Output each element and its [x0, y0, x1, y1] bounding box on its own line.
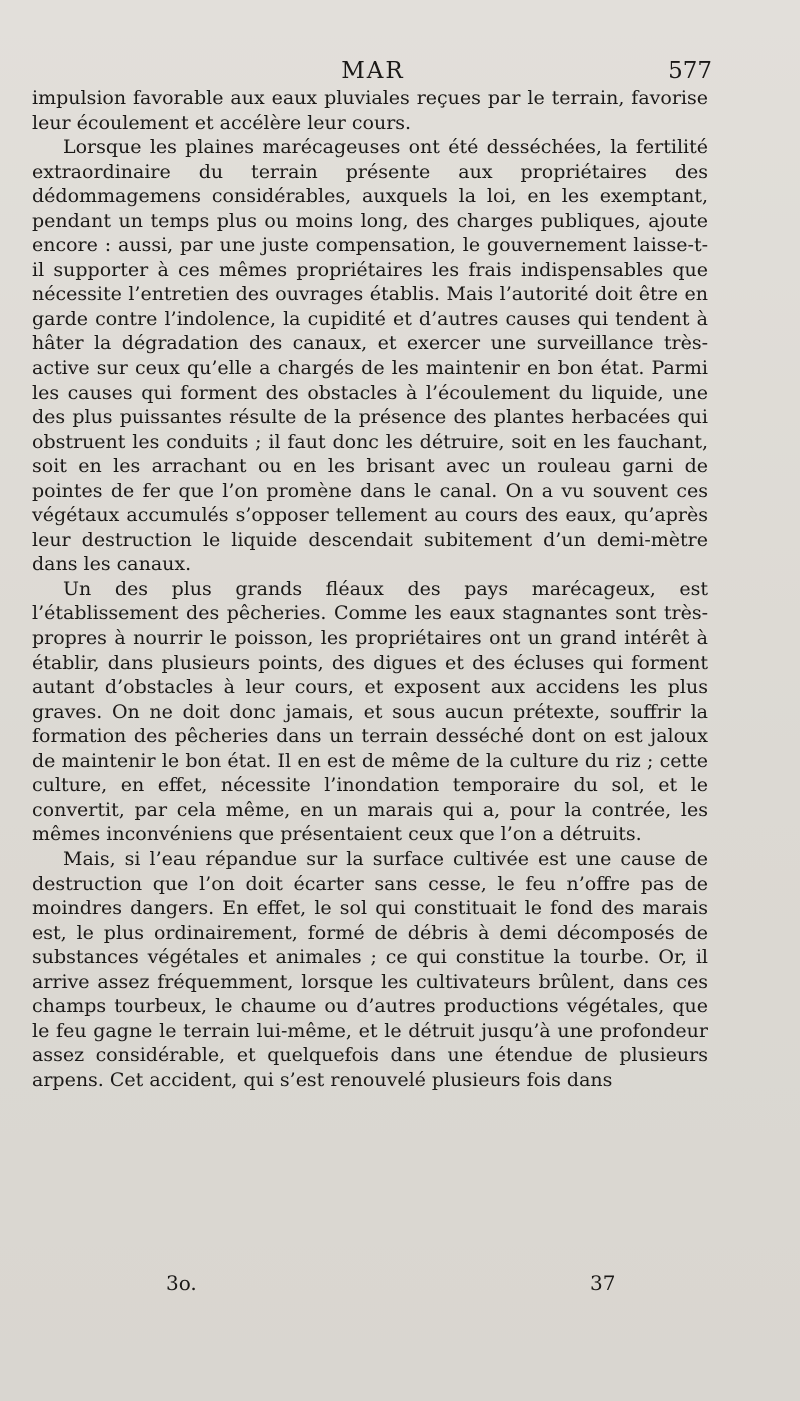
signature-mark: 3o. — [166, 1271, 197, 1295]
footer-number: 37 — [590, 1271, 616, 1295]
body-text — [32, 86, 708, 1092]
paragraph-continued: impulsion favorable aux eaux pluviales reçues par le terrain, favorise leur écoulement et accélère leur cours. — [32, 87, 708, 134]
running-head — [28, 54, 718, 88]
paragraph-drainage-maintenance: Lorsque les plaines marécageuses ont été desséchées, la fertilité extraordinaire du terrain présente aux propriétaires des dédommagemens considérables, auxquels la loi, en les exemptant, pendant un temps plus ou moins long, des charges publiques, ajoute encore : aussi, par une juste compensation, le gouvernement laisse-t-il supporter à ces mêmes propriétaires les frais indispensables que nécessite l’entretien des ouvrages établis. Mais l’autorité doit être en garde contre l’indolence, la cupidité et d’autres causes qui tendent à hâter la dégradation des canaux, et exercer une surveillance très-active sur ceux qu’elle a chargés de les maintenir en bon état. Parmi les causes qui forment des obstacles à l’écoulement du liquide, une des plus puissantes résulte de la présence des plantes herbacées qui obstruent les conduits ; il faut donc les détruire, soit en les fauchant, soit en les arrachant ou en les brisant avec un rouleau garni de pointes de fer que l’on promène dans le canal. On a vu souvent ces végétaux accumulés s’opposer tellement au cours des eaux, qu’après leur destruction le liquide descendait subitement d’un demi-mètre dans les canaux. — [32, 136, 708, 576]
page-footer — [32, 1266, 708, 1300]
paragraph-fisheries: Un des plus grands fléaux des pays marécageux, est l’établissement des pêcheries. Comme les eaux stagnantes sont très-propres à nourrir le poisson, les propriétaires ont un grand intérêt à établir, dans plusieurs points, des digues et des écluses qui forment autant d’obstacles à leur cours, et exposent aux accidens les plus graves. On ne doit donc jamais, et sous aucun prétexte, souffrir la formation des pêcheries dans un terrain desséché dont on est jaloux de maintenir le bon état. Il en est de même de la culture du riz ; cette culture, en effet, nécessite l’inondation temporaire du sol, et le convertit, par cela même, en un marais qui a, pour la contrée, les mêmes inconvéniens que présentaient ceux que l’on a détruits. — [32, 577, 708, 846]
page-number: 577 — [668, 58, 712, 84]
running-title: MAR — [341, 58, 405, 84]
paragraph-fire-danger: Mais, si l’eau répandue sur la surface cultivée est une cause de destruction que l’on doit écarter sans cesse, le feu n’offre pas de moindres dangers. En effet, le sol qui constituait le fond des marais est, le plus ordinairement, formé de débris à demi décomposés de substances végétales et animales ; ce qui constitue la tourbe. Or, il arrive assez fréquemment, lorsque les cultivateurs brûlent, dans ces champs tourbeux, le chaume ou d’autres productions végétales, que le feu gagne le terrain lui-même, et le détruit jusqu’à une profondeur assez considérable, et quelquefois dans une étendue de plusieurs arpens. Cet accident, qui s’est renouvelé plusieurs fois dans — [32, 847, 708, 1091]
